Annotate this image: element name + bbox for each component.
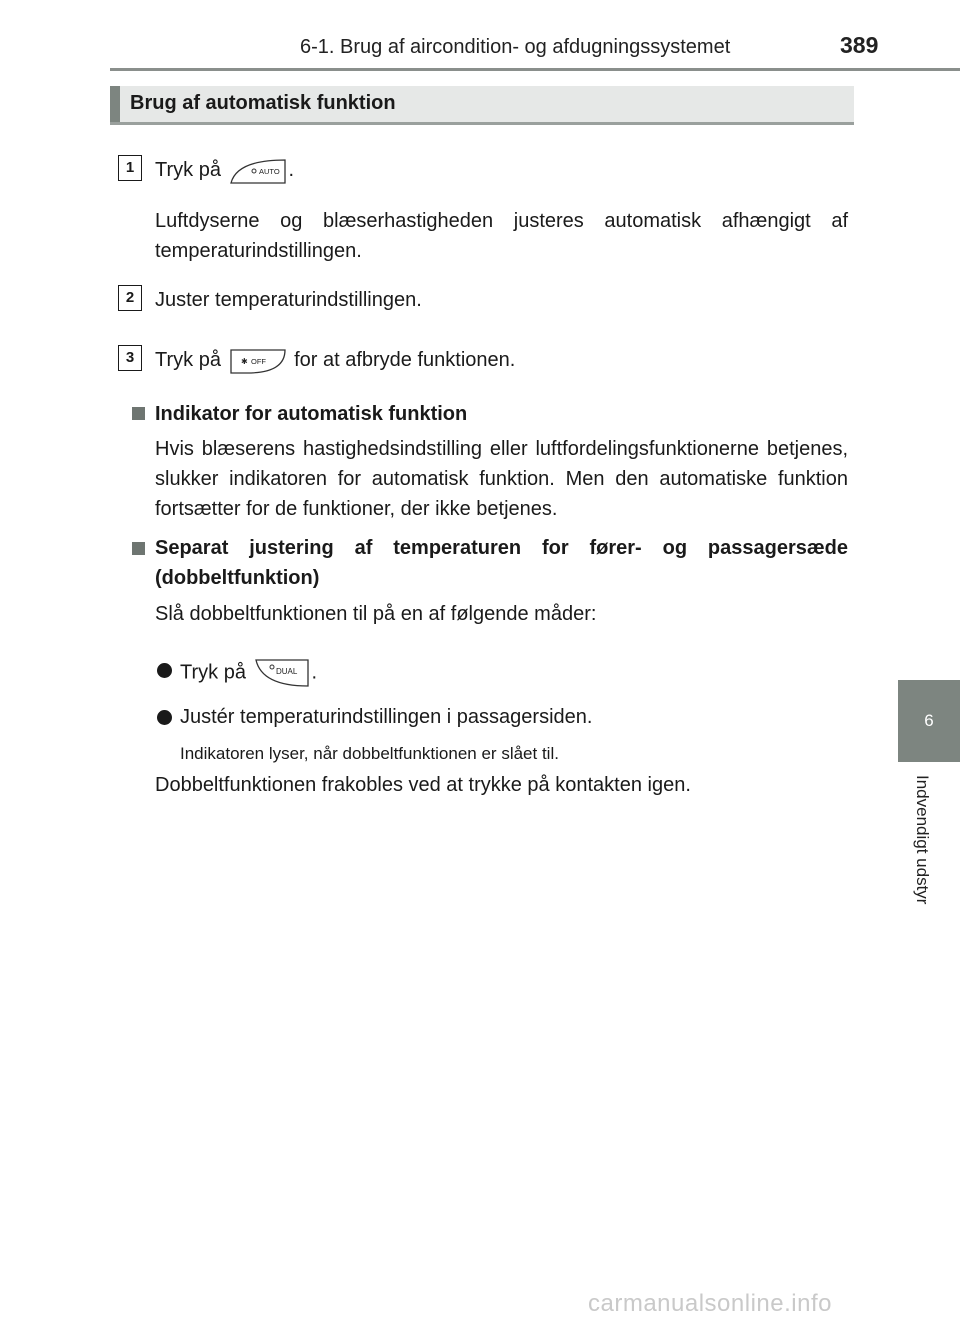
auto-button-label: AUTO (258, 166, 280, 176)
section-heading-bar (110, 86, 854, 125)
page-number: 389 (840, 32, 879, 58)
chapter-tab: 6 (898, 680, 960, 762)
watermark: carmanualsonline.info (588, 1290, 832, 1317)
auto-button-icon (227, 156, 289, 186)
bullet-1-text (180, 656, 860, 690)
dual-indicator-note: Indikatoren lyser, når dobbeltfunktionen er slået til. (180, 744, 559, 763)
fan-glyph: ✱ (240, 356, 248, 366)
subsection-marker-2 (132, 542, 145, 555)
step-3-suffix: for at afbryde funktionen. (294, 349, 516, 371)
section-accent (110, 86, 120, 122)
subsection-1-body: Hvis blæserens hastighedsindstilling eller luftfordelingsfunktionerne betjenes, slukker indikatoren for automatisk funktion. Men den automatiske funktion fortsætter for de funktioner, der ikke betjenes. (155, 438, 848, 520)
bullet-dot-1 (157, 663, 172, 678)
off-button-label: OFF (250, 356, 266, 366)
step-1-instruction (155, 155, 855, 186)
header-divider (110, 68, 960, 71)
dual-button-label: DUAL (275, 667, 297, 676)
step-2-instruction: Juster temperaturindstillingen. (155, 289, 422, 311)
step-1-note: Luftdyserne og blæserhastigheden justeres automatisk afhængigt af temperaturindstillingen. (155, 210, 848, 262)
bullet-1-prefix: Tryk på (180, 661, 246, 684)
off-button-icon (227, 346, 289, 376)
dual-button-icon (252, 656, 312, 690)
step-number-3: 3 (118, 345, 142, 371)
bullet-2-text: Justér temperaturindstillingen i passagersiden. (180, 706, 593, 728)
step-3-instruction (155, 345, 855, 376)
dual-off-instruction: Dobbeltfunktionen frakobles ved at trykke på kontakten igen. (155, 774, 691, 796)
subsection-2-intro: Slå dobbeltfunktionen til på en af følgende måder: (155, 603, 597, 625)
step-1-prefix: Tryk på (155, 159, 221, 181)
step-3-prefix: Tryk på (155, 349, 221, 371)
subsection-2-heading: Separat justering af temperaturen for fører- og passagersæde (dobbeltfunktion) (155, 537, 848, 589)
subsection-marker-1 (132, 407, 145, 420)
step-1-suffix: . (288, 159, 295, 181)
section-title: Brug af automatisk funktion (130, 92, 396, 114)
running-header: 6-1. Brug af aircondition- og afdugningssystemet (300, 36, 731, 58)
bullet-1-suffix: . (311, 661, 318, 684)
step-number-2: 2 (118, 285, 142, 311)
chapter-label: Indvendigt udstyr (913, 775, 932, 905)
subsection-1-heading: Indikator for automatisk funktion (155, 403, 468, 425)
step-number-1: 1 (118, 155, 142, 181)
bullet-dot-2 (157, 710, 172, 725)
